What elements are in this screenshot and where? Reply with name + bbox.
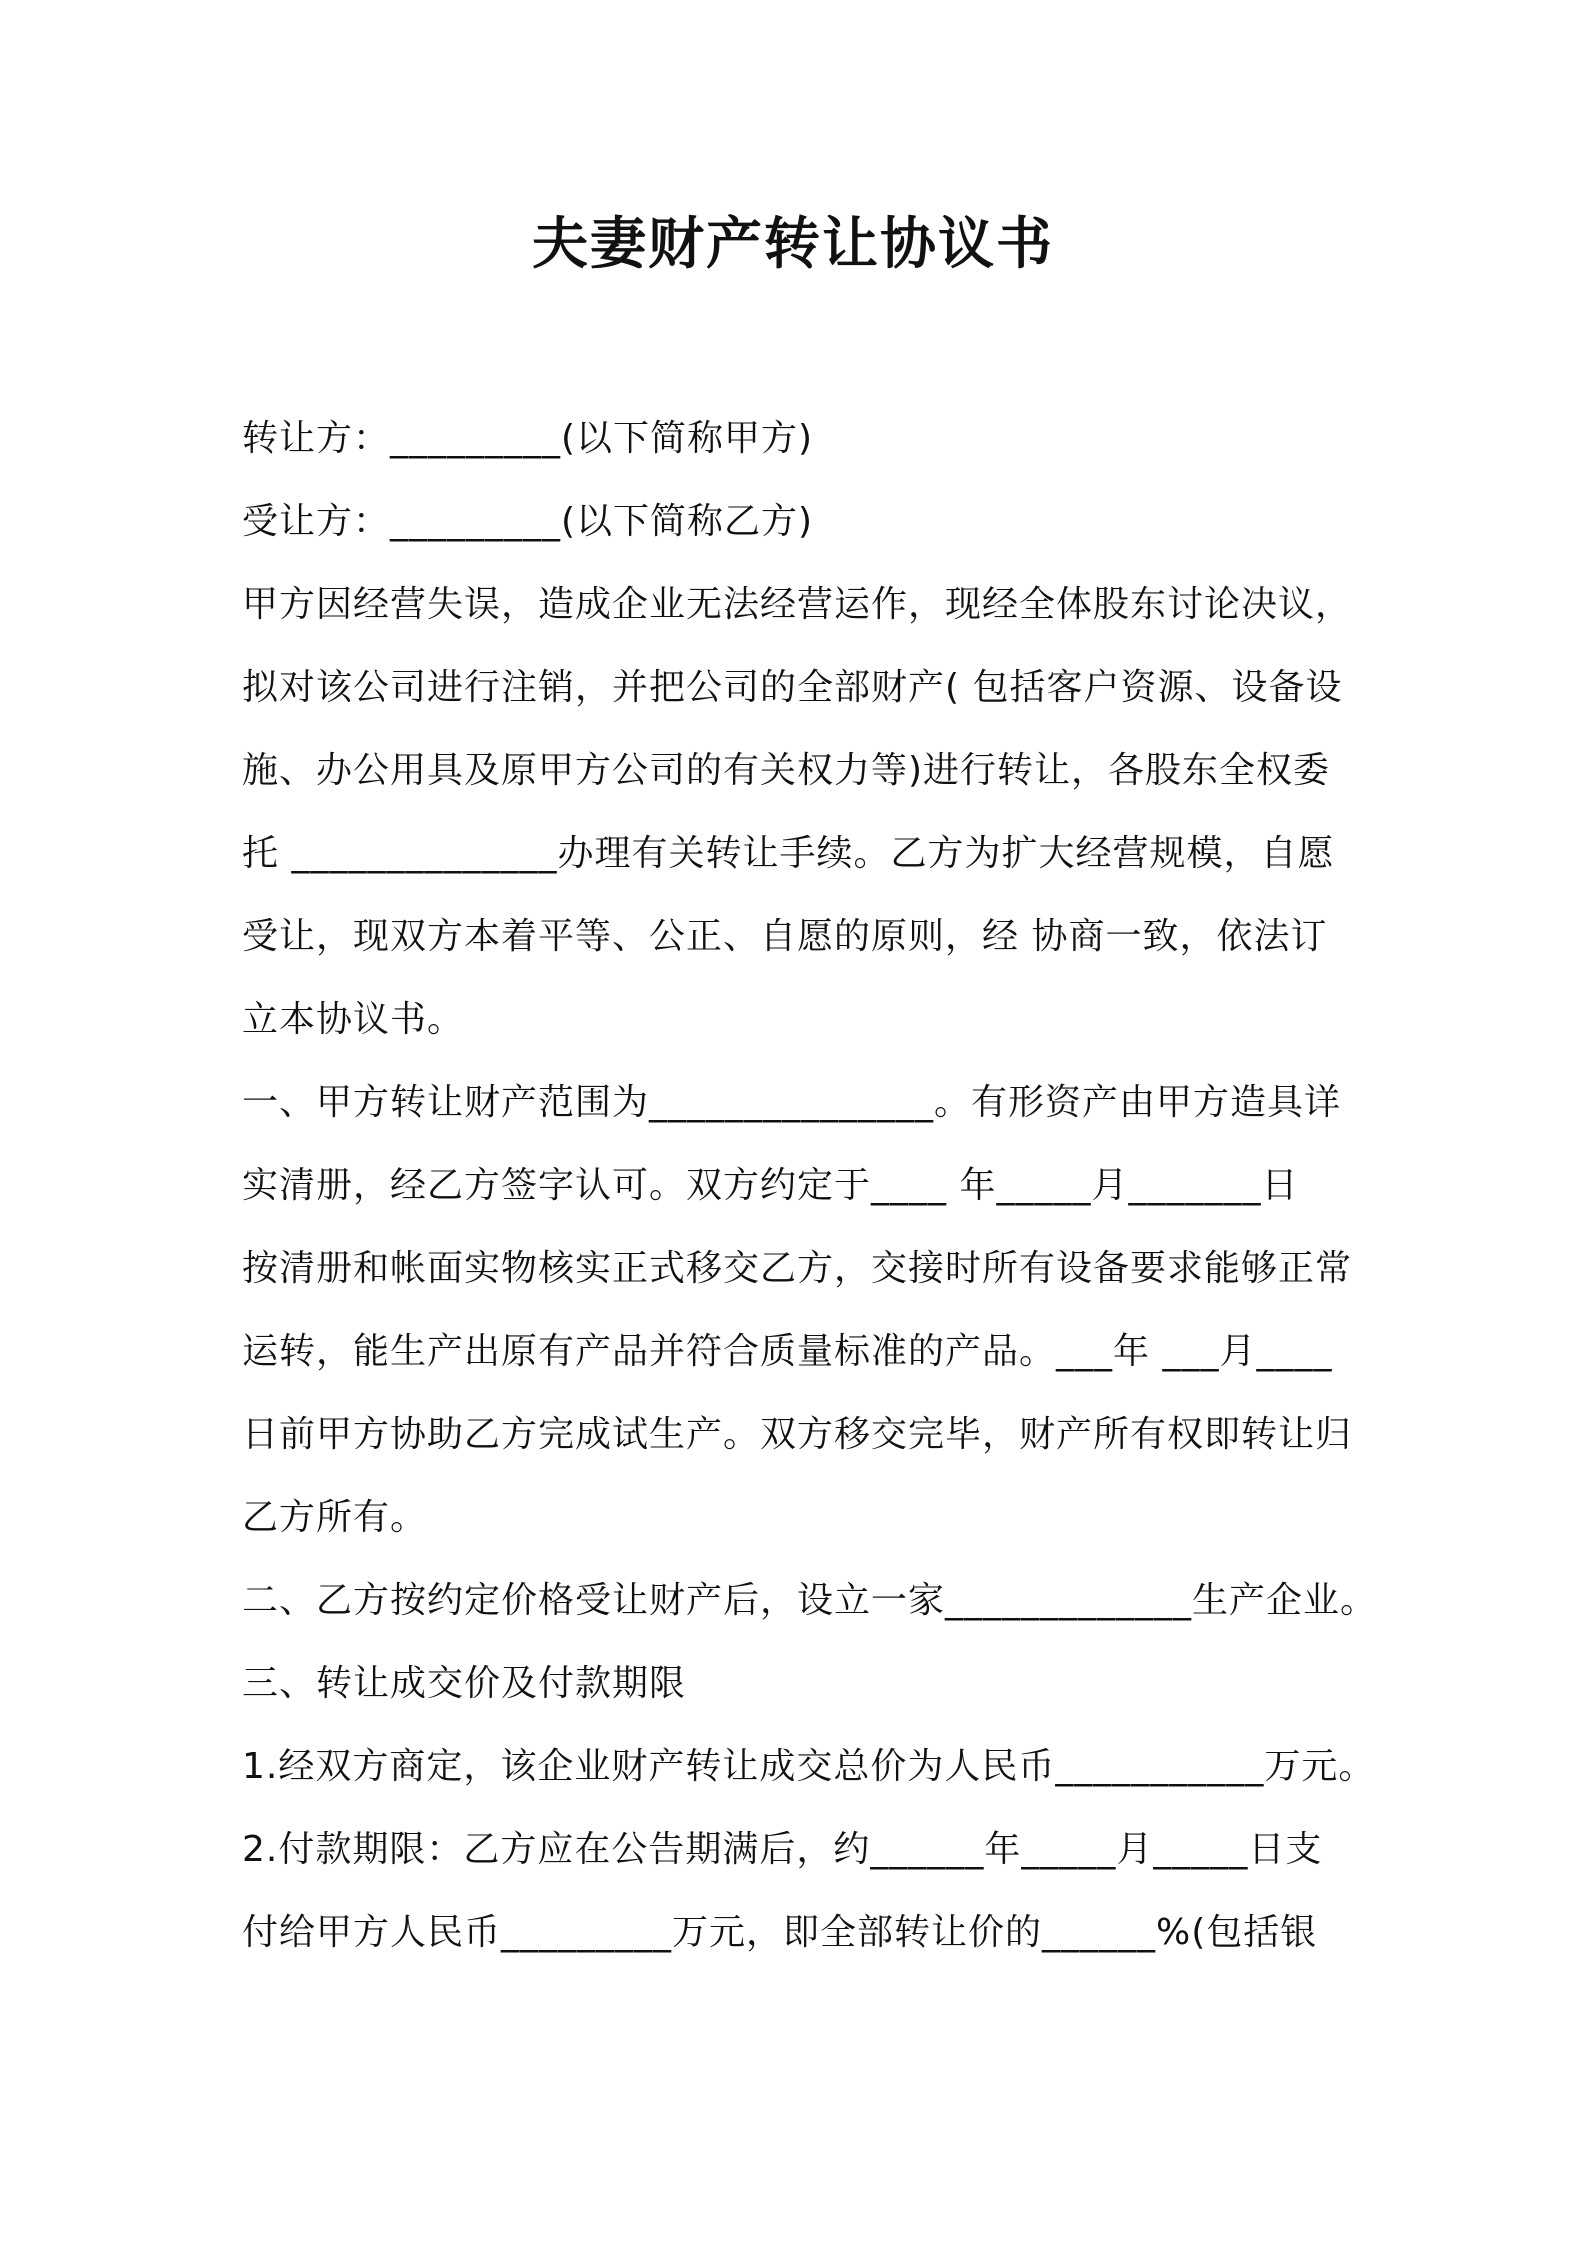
text-line: 付给甲方人民币_________万元，即全部转让价的______%(包括银 — [242, 1912, 1318, 1953]
text-line: 三、转让成交价及付款期限 — [242, 1663, 687, 1704]
text-line: 运转，能生产出原有产品并符合质量标准的产品。___年 ___月____ — [242, 1331, 1333, 1372]
text-line: 立本协议书。 — [242, 999, 465, 1040]
text-line: 拟对该公司进行注销，并把公司的全部财产( 包括客户资源、设备设 — [242, 667, 1343, 708]
document-body — [242, 397, 1378, 1974]
document-title: 夫妻财产转让协议书 — [532, 212, 1054, 277]
text-line: 施、办公用具及原甲方公司的有关权力等)进行转让，各股东全权委 — [242, 750, 1331, 791]
text-line: 转让方：_________(以下简称甲方) — [242, 418, 814, 459]
text-line: 托 ______________办理有关转让手续。乙方为扩大经营规模，自愿 — [242, 833, 1335, 874]
text-line: 按清册和帐面实物核实正式移交乙方，交接时所有设备要求能够正常 — [242, 1248, 1353, 1289]
text-line: 实清册，经乙方签字认可。双方约定于____ 年_____月_______日 — [242, 1165, 1299, 1206]
text-line: 甲方因经营失误，造成企业无法经营运作，现经全体股东讨论决议， — [242, 584, 1353, 625]
text-line: 一、甲方转让财产范围为_______________。有形资产由甲方造具详 — [242, 1082, 1342, 1123]
text-line: 2.付款期限：乙方应在公告期满后，约______年_____月_____日支 — [242, 1829, 1323, 1870]
text-line: 乙方所有。 — [242, 1497, 428, 1538]
text-line: 受让，现双方本着平等、公正、自愿的原则，经 协商一致，依法订 — [242, 916, 1328, 957]
text-line: 1.经双方商定，该企业财产转让成交总价为人民币___________万元。 — [242, 1746, 1376, 1787]
text-line: 受让方：_________(以下简称乙方) — [242, 501, 814, 542]
text-line: 二、乙方按约定价格受让财产后，设立一家_____________生产企业。 — [242, 1580, 1378, 1621]
text-line: 日前甲方协助乙方完成试生产。双方移交完毕，财产所有权即转让归 — [242, 1414, 1353, 1455]
